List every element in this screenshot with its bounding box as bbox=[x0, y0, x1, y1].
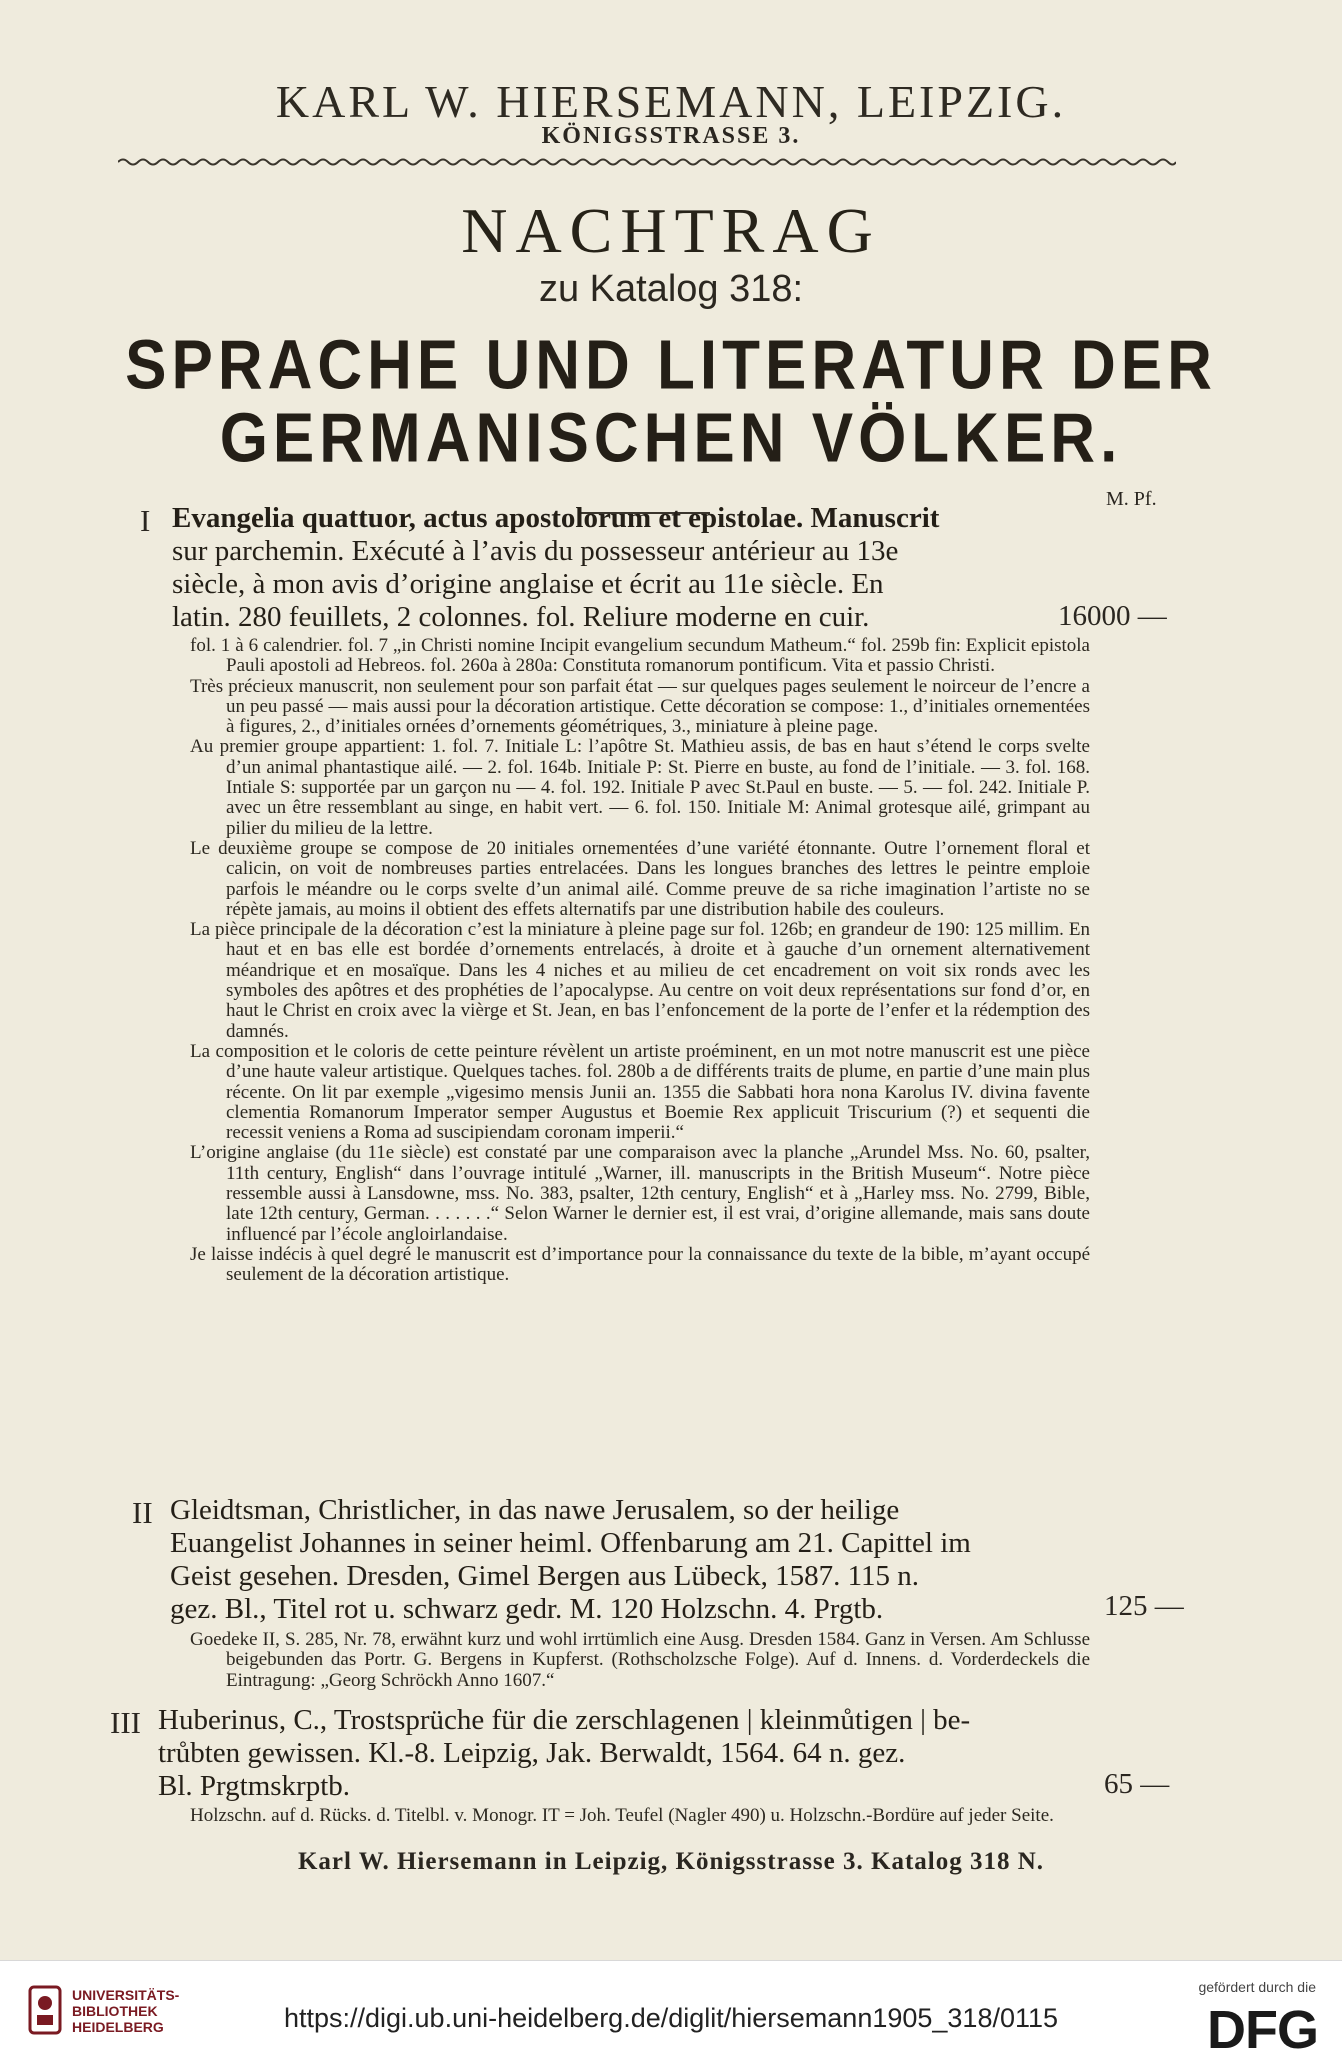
note-paragraph: Holzschn. auf d. Rücks. d. Titelbl. v. Monogr. IT = Joh. Teufel (Nagler 490) u. Holzschn.-Bordüre auf jeder Seite. bbox=[190, 1805, 1054, 1826]
dfg-logo: DFG bbox=[1207, 2000, 1318, 2060]
entry-description bbox=[158, 1704, 1094, 1803]
note-paragraph: Au premier groupe appartient: 1. fol. 7. Initiale L: l’apôtre St. Mathieu assis, de bas en haut s’étend le corps svelte d’un animal phantastique ailé. — 2. fol. 164b. Initiale P: St. Pierre en buste, au fond de l’initiale. — 3. fol. 168. Intiale S: supportée par un garçon nu — 4. fol. 192. Initiale P avec St.Paul en buste. — 5. — fol. 242. Initiale P. avec un être ressemblant au singe, en habit vert. — 6. fol. 150. Initiale M: Animal grotesque ailé, grimpant au pilier du milieu de la lettre. bbox=[190, 736, 1090, 839]
entry-notes bbox=[190, 1806, 1090, 1826]
funding-note: gefördert durch die bbox=[1198, 1979, 1316, 1995]
entry-line: trůbten gewissen. Kl.-8. Leipzig, Jak. Berwaldt, 1564. 64 n. gez. bbox=[158, 1737, 906, 1769]
page-title: NACHTRAG bbox=[461, 195, 881, 266]
entry-notes bbox=[190, 636, 1090, 1286]
catalog-reference: zu Katalog 318: bbox=[538, 268, 804, 310]
entry-line: Euangelist Johannes in seiner heiml. Offenbarung am 21. Capittel im bbox=[170, 1527, 971, 1559]
entry-line: Evangelia quattuor, actus apostolorum et epistolae. Manuscrit bbox=[172, 502, 940, 534]
entry-line: Gleidtsman, Christlicher, in das nawe Jerusalem, so der heilige bbox=[170, 1494, 900, 1526]
entry-line: siècle, à mon avis d’origine anglaise et écrit au 11e siècle. En bbox=[172, 568, 884, 600]
currency-column-label: M. Pf. bbox=[1106, 488, 1157, 510]
note-paragraph: La pièce principale de la décoration c’est la miniature à pleine page sur fol. 126b; en grandeur de 190: 125 millim. En haut et en bas elle est bordée d’ornements entrelacés, à droite et à gauche d’un ornement alternativement méandrique et en mosaïque. Dans les 4 niches et au milieu de cet encadrement on voit six ronds avec les symboles des apôtres et des prophéties de l’apocalypse. Au centre on voit deux représentations sur fond d’or, en haut le Christ en croix avec la vièrge et St. Jean, en bas l’enfoncement de la porte de l’enfer et la rédemption des damnés. bbox=[190, 919, 1090, 1042]
entry-line: latin. 280 feuillets, 2 colonnes. fol. Reliure moderne en cuir. bbox=[172, 601, 870, 633]
entry-description bbox=[170, 1494, 1094, 1626]
entry-line: Bl. Prgtmskrptb. bbox=[158, 1770, 351, 1802]
page-footer: Karl W. Hiersemann in Leipzig, Königsstrasse 3. Katalog 318 N. bbox=[297, 1848, 1045, 1875]
wavy-divider bbox=[118, 156, 1176, 168]
publisher-address: KÖNIGSSTRASSE 3. bbox=[541, 123, 801, 149]
entry-number: I bbox=[140, 503, 151, 538]
entry-line: Huberinus, C., Trostsprüche für die zerschlagenen | kleinmůtigen | be- bbox=[158, 1704, 971, 1736]
note-paragraph: L’origine anglaise (du 11e siècle) est constaté par une comparaison avec la planche „Arundel Mss. No. 60, psalter, 11th century, English“ dans l’ouvrage intitulé „Warner, ill. manuscripts in the British Museum“. Notre pièce ressemble aussi à Lansdowne, mss. No. 383, psalter, 12th century, English“ et à „Harley mss. No. 2799, Bible, late 12th century, German. . . . . . .“ Selon Warner le dernier est, il est vrai, d’origine allemande, mais sans doute influencé par l’école angloirlandaise. bbox=[190, 1142, 1090, 1245]
entry-number: III bbox=[110, 1705, 141, 1740]
note-paragraph: La composition et le coloris de cette peinture révèlent un artiste proéminent, en un mot notre manuscrit est une pièce d’une haute valeur artistique. Quelques taches. fol. 280b a de différents traits de plume, en partie d’une main plus récente. On lit par exemple „vigesimo mensis Junii an. 1355 die Sabbati hora nona Karolus IV. divina favente clementia Romanorum Imperator semper Augustus et Boemie Rex applicuit Triscurium (?) et sequenti die recessit veniens a Roma ad suscipiendam coronam imperii.“ bbox=[190, 1040, 1090, 1144]
note-paragraph: Je laisse indécis à quel degré le manuscrit est d’importance pour la connaissance du texte de la bible, m’ayant occupé seulement de la décoration artistique. bbox=[190, 1243, 1090, 1286]
university-library-logo-text: UNIVERSITÄTS- BIBLIOTHEK HEIDELBERG bbox=[72, 1987, 180, 2035]
note-paragraph: Très précieux manuscrit, non seulement pour son parfait état — sur quelques pages seulement le noirceur de l’encre a un peu passé — mais aussi pour la décoration artistique. Cette décoration se compose: 1., d’initiales ornementées à figures, 2., d’initiales ornées d’ornements géométriques, 3., miniature à pleine page. bbox=[190, 675, 1090, 738]
publisher-header: KARL W. HIERSEMANN, LEIPZIG. bbox=[275, 76, 1067, 127]
note-paragraph: Le deuxième groupe se compose de 20 initiales ornementées d’une variété étonnante. Outre l’ornement floral et calicin, on voit de nombreuses parties entrelacées. Dans les longues branches des lettres le peintre emploie parfois le méandre ou le corps svelte d’un animal ailé. Comme preuve de sa riche imagination l’artiste no se répète jamais, au moins il obtient des effets alternatifs par une distribution habile des couleurs. bbox=[190, 837, 1090, 920]
permalink-url[interactable]: https://digi.ub.uni-heidelberg.de/diglit/hiersemann1905_318/0115 bbox=[283, 2003, 1059, 2033]
entry-price: 16000 — bbox=[1058, 600, 1167, 632]
viewer-footer-bar bbox=[0, 1960, 1342, 2067]
entry-price: 125 — bbox=[1104, 1590, 1184, 1622]
entry-description bbox=[172, 502, 1094, 634]
note-paragraph: Goedeke II, S. 285, Nr. 78, erwähnt kurz und wohl irrtümlich eine Ausg. Dresden 1584. Ganz in Versen. Am Schlusse beigebunden das Portr. G. Bergens in Kupferst. (Rothscholzsche Folge). Auf d. Innens. d. Vorderdeckels die Eintragung: „Georg Schröckh Anno 1607.“ bbox=[190, 1629, 1090, 1691]
note-paragraph: fol. 1 à 6 calendrier. fol. 7 „in Christi nomine Incipit evangelium secundum Matheum.“ fol. 259b fin: Explicit epistola Pauli apostoli ad Hebreos. fol. 260a à 280a: Constituta romanorum pontificum. Vita et passio Christi. bbox=[190, 635, 1090, 677]
entry-line: Geist gesehen. Dresden, Gimel Bergen aus Lübeck, 1587. 115 n. bbox=[170, 1560, 919, 1592]
entry-line: sur parchemin. Exécuté à l’avis du possesseur antérieur au 13e bbox=[172, 535, 899, 567]
entry-price: 65 — bbox=[1104, 1768, 1170, 1800]
entry-line: gez. Bl., Titel rot u. schwarz gedr. M. 120 Holzschn. 4. Prgtb. bbox=[170, 1593, 884, 1625]
entry-number: II bbox=[132, 1495, 153, 1530]
section-heading-line-2: GERMANISCHEN VÖLKER. bbox=[219, 399, 1123, 478]
section-heading-line-1: SPRACHE UND LITERATUR DER bbox=[125, 326, 1217, 405]
entry-notes bbox=[190, 1630, 1090, 1691]
